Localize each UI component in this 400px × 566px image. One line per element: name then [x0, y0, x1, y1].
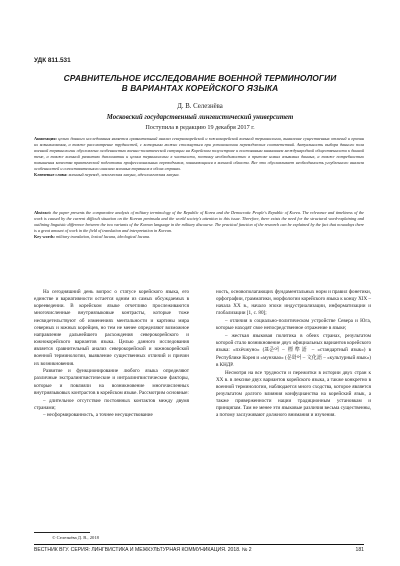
- keywords-text: военный перевод, лексическая лакуна, идеологическая лакуна.: [68, 172, 180, 178]
- body-paragraph: ность, основополагающих фундаментальных норм и правил фонетики, орфографии, грамматики, морфологии корейского языка к концу XIX – начала XX в., начало эпохи индустриализации, информатизации и глобализации [1, с. 80];: [216, 289, 371, 317]
- author-affiliation: Московский государственный лингвистический университет: [106, 114, 294, 121]
- udk-code: УДК 811.531: [34, 57, 71, 64]
- journal-running-title: ВЕСТНИК ВГУ. СЕРИЯ: ЛИНГВИСТИКА И МЕЖКУЛЬТУРНАЯ КОММУНИКАЦИЯ. 2018. № 2: [34, 547, 252, 553]
- body-paragraph: – жесткая языковая политика в обеих странах, результатом которой стало возникновение двух официальных вариантов корейского языка: «пхёчжуно» (표준어 – 標準語 – «стандартный язык») в Республике Корея и «мунхвао» (문화어 – 文化語 – «культурный язык») в КНДР.: [216, 333, 371, 368]
- keywords-text-en: military translation, lexical lacuna, ideological lacuna.: [55, 234, 151, 240]
- body-paragraph: – длительное отсутствие постоянных контактов между двумя странами;: [34, 397, 189, 411]
- body-paragraph: – отличия в социально-политическом устройстве Севера и Юга, которые находят свое непосредственное отражение в языке;: [216, 318, 371, 332]
- body-paragraph: – несформированность, а точнее несуществование: [43, 412, 153, 419]
- keywords-label: Ключевые слова:: [34, 172, 68, 178]
- keywords-label-en: Key words:: [34, 234, 55, 240]
- page-number: 181: [355, 547, 364, 553]
- abstract-text: целью данного исследования является сравнительный анализ севернокорейской и южнокорейской военной терминологии, выявление существенных отличий и причин их возникновения, а также рассмотрение трудностей, с которыми можно столкнуться при установлении переводческих соответствий. Актуальность выбора данного поля военной терминологии обусловлена особенностью военно-политической ситуации на Корейском полуострове и постоянным вниманием международной общественности к данной теме, а также военной развитию дипломатии и целям терминологии в частности, поэтому необходимостью в притоке новых языковых данных, а также потребностью повышения качества практической подготовки профессиональных переводчиков, занимающихся в военной области. Все это обуславливает необходимость углубленного анализа особенностей и сопоставительного анализа военных терминов в обоих странах.: [34, 136, 364, 172]
- abstract-label-en: Abstract:: [34, 210, 52, 215]
- body-column-right: [216, 289, 371, 420]
- copyright-footnote: © Селезнёва Д. В., 2018: [52, 535, 99, 540]
- article-author: Д. В. Селезнёва: [177, 103, 223, 110]
- abstract-russian: [34, 136, 364, 178]
- footer-divider: [34, 544, 364, 545]
- body-paragraph: Несмотря на все трудности и пережитки в истории двух стран к XX в. в лексике двух вариантов корейского языка, а также конкретно в военной терминологии, наблюдается много сходства, которое является результатом долгого влияния конфуцианства на корейский язык, а также приверженности нации традиционным установкам и принципам. Там не менее эти языковые различия весьма существенны, а потому заслуживают должного внимания и изучения.: [216, 369, 371, 419]
- abstract-label: Аннотация:: [34, 136, 57, 141]
- received-date: Поступила в редакцию 19 декабря 2017 г.: [145, 124, 255, 131]
- body-paragraph: На сегодняшний день вопрос о статусе корейского языка, его единстве и вариативности остается одним из самых обсуждаемых в корееведении. В корейском языке отчетливо прослеживаются многочисленные внутриязыковые контрасты, которые тоже несвидетельствуют об изменениях ментальности и картины мира северных и южных корейцев, но тем не менее определяют возможное направление дальнейшего расхождения северокорейского и южнокорейского вариантов языка. Целью данного исследования является сравнительный анализ северокорейской и южнокорейской военной терминологии, выявление существенных отличий и причин их возникновения.: [34, 289, 189, 367]
- body-paragraph: Развитие и функционирование любого языка определяют различные экстралингвистические и интралингвистические факторы, которые и повлияли на возникновение многочисленных внутриязыковых контрастов в корейском языке. Рассмотрим основные:: [34, 368, 189, 396]
- footnote-divider: [34, 532, 90, 533]
- article-title: СРАВНИТЕЛЬНОЕ ИССЛЕДОВАНИЕ ВОЕННОЙ ТЕРМИНОЛОГИИ В ВАРИАНТАХ КОРЕЙСКОГО ЯЗЫКА: [63, 73, 337, 93]
- abstract-english: [34, 210, 364, 240]
- body-column-left: [34, 289, 189, 420]
- abstract-text-en: the paper presents the comparative analysis of military terminology of the Republic of Korea and the Democratic People's Republic of Korea. The relevance and timeliness of the work is caused by the current difficult situation on the Korean peninsula and the world society's attention to this issue. Therefore, there exists the need for the structural word-explaining and outlining linguistic difference between the two variants of the Korean language in the military discourse. The practical function of the research can be explained by the fact that nowadays there is a great amount of work in the field of translation and interpretation in Korean.: [34, 210, 365, 234]
